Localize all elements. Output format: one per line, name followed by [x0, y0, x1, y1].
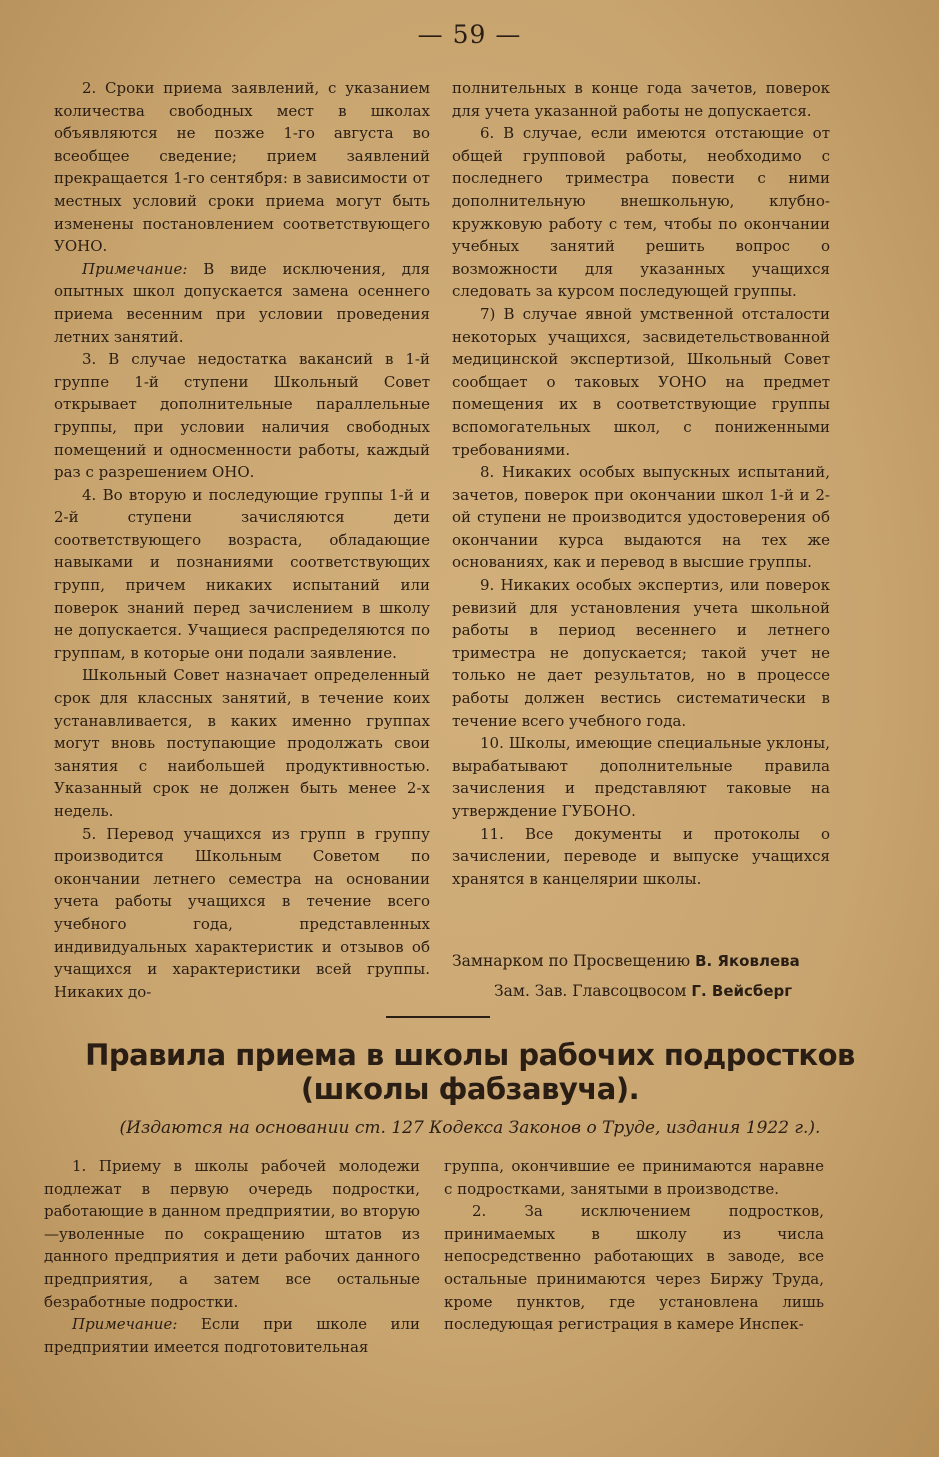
signature-2-role: Зам. Зав. Главсоцвосом — [494, 982, 687, 1000]
paragraph-11: 11. Все документы и протоколы о зачислении, переводе и выпуске учащихся хранятся в канцелярии школы. — [452, 824, 830, 888]
rule-note-continued: группа, окончившие ее принимаются наравне с подростками, занятыми в производстве. — [444, 1157, 824, 1198]
rule-note-label: Примечание: — [72, 1315, 178, 1334]
signature-2 — [452, 976, 852, 1006]
top-right-column — [452, 77, 830, 890]
note-paragraph — [54, 258, 430, 348]
signature-2-name: Г. Вейсберг — [691, 982, 793, 1000]
signature-1-role: Замнарком по Просвещению — [452, 952, 691, 970]
signature-1 — [452, 946, 852, 976]
rule-note-text: Если при школе или предприятии имеется подготовительная — [44, 1315, 420, 1356]
paragraph-2: 2. Сроки приема заявлений, с указанием количества свободных мест в школах объявляются не позже 1-го августа во всеобщее сведение; прием заявлений прекращается 1-го сентября: в зависимости от местных условий сроки приема могут быть изменены постановлением соответствующего УОНО. — [54, 79, 430, 256]
page-number: — 59 — — [417, 20, 522, 49]
note-label: Примечание: — [82, 259, 188, 278]
section-subheading: (Издаются на основании ст. 127 Кодекса Законов о Труде, издания 1922 г.). — [119, 1118, 821, 1138]
paragraph-7: 7) В случае явной умственной отсталости некоторых учащихся, засвидетельствованной медицинской экспертизой, Школьный Совет сообщает о таковых УОНО на предмет помещения их в соответствующие группы вспомогательных школ, с пониженными требованиями. — [452, 304, 830, 459]
note-text: В виде исключения, для опытных школ допускается замена осеннего приема весенним при условии проведения летних занятий. — [54, 259, 430, 346]
rule-1: 1. Приему в школы рабочей молодежи подлежат в первую очередь подростки, работающие в данном предприятии, во вторую—уволенные по сокращению штатов из данного предприятия и дети рабочих данного предприятия, а затем все остальные безработные подростки. — [44, 1157, 420, 1311]
section-heading: Правила приема в школы рабочих подростков (школы фабзавуча). — [85, 1038, 855, 1106]
signature-block — [452, 946, 852, 1006]
section-divider — [386, 1016, 490, 1018]
paragraph-10: 10. Школы, имеющие специальные уклоны, вырабатывают дополнительные правила зачисления и представляют таковые на утверждение ГУБОНО. — [452, 734, 830, 820]
paragraph-9: 9. Никаких особых экспертиз, или поверок ревизий для установления учета школьной работы в период весеннего и летнего триместра не допускается; такой учет не только не дает результатов, но в процессе работы должен вестись систематически в течение всего учебного года. — [452, 576, 830, 730]
paragraph-6: 6. В случае, если имеются отстающие от общей групповой работы, необходимо с последнего триместра повести с ними дополнительную внешкольную, клубно-кружковую работу с тем, чтобы по окончании учебных занятий решить вопрос о возможности для указанных учащихся следовать за курсом последующей группы. — [452, 124, 830, 301]
rule-note — [44, 1313, 420, 1358]
paragraph-4: 4. Во вторую и последующие группы 1-й и 2-й ступени зачисляются дети соответствующего возраста, обладающие навыками и познаниями соответствующих групп, причем никаких испытаний или поверок знаний перед зачислением в школу не допускается. Учащиеся распределяются по группам, в которые они подали заявление. — [54, 485, 430, 662]
paragraph-5: 5. Перевод учащихся из групп в группу производится Школьным Советом по окончании летнего семестра на основании учета работы учащихся в течение всего учебного года, представленных индивидуальных характеристик и отзывов об учащихся и характеристики всей группы. Никаких до- — [54, 824, 430, 1001]
paragraph-5-continued: полнительных в конце года зачетов, поверок для учета указанной работы не допускается. — [452, 79, 830, 120]
paragraph-8: 8. Никаких особых выпускных испытаний, зачетов, поверок при окончании школ 1-й и 2-ой ступени не производится удостоверения об окончании курса выдаются на тех же основаниях, как и перевод в высшие группы. — [452, 463, 830, 572]
bottom-right-column — [444, 1155, 824, 1336]
rule-2: 2. За исключением подростков, принимаемых в школу из числа непосредственно работающих в заводе, все остальные принимаются через Биржу Труда, кроме пунктов, где установлена лишь последующая регистрация в камере Инспек- — [444, 1202, 824, 1334]
signature-1-name: В. Яковлева — [695, 952, 800, 970]
paragraph-3: 3. В случае недостатка вакансий в 1-й группе 1-й ступени Школьный Совет открывает дополнительные параллельные группы, при условии наличия свободных помещений и односменности работы, каждый раз с разрешением ОНО. — [54, 350, 430, 482]
bottom-left-column — [44, 1155, 420, 1358]
paragraph-school-council: Школьный Совет назначает определенный срок для классных занятий, в течение коих устанавливается, в каких именно группах могут вновь поступающие продолжать свои занятия с наибольшей продуктивностью. Указанный срок не должен быть менее 2-х недель. — [54, 666, 430, 820]
top-left-column — [54, 77, 430, 1003]
